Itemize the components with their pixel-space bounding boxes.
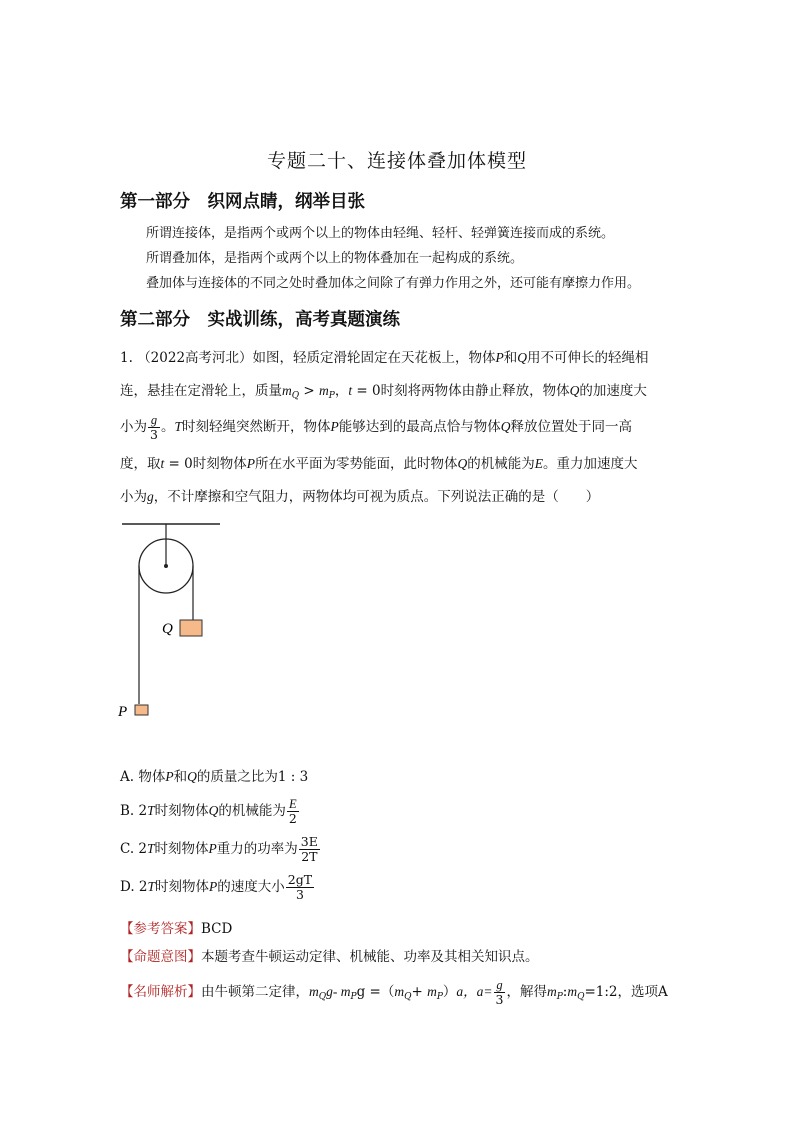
option-a[interactable]: A. 物体P和Q的质量之比为1 : 3 [120, 769, 309, 785]
question-line-5: 小为g，不计摩擦和空气阻力，两物体均可视为质点。下列说法正确的是（ ） [120, 489, 600, 505]
question-line-3: 小为 $\frac{g}{3}$ 。T时刻轻绳突然断开，物体P能够达到的最高点恰与物体Q释放位置处于同一高 [120, 413, 632, 442]
pulley-axle [164, 564, 168, 568]
paragraph-stacked-body: 所谓叠加体，是指两个或两个以上的物体叠加在一起构成的系统。 [146, 251, 524, 266]
paragraph-connected-body: 所谓连接体，是指两个或两个以上的物体由轻绳、轻杆、轻弹簧连接而成的系统。 [146, 226, 615, 241]
fraction-2gT-over-3: $\frac{2gT}{3}$ [287, 872, 313, 902]
pulley-diagram [110, 518, 240, 723]
fraction-E-over-2: $\frac{E}{2}$ [288, 797, 297, 826]
label-Q: Q [162, 621, 173, 637]
block-Q [180, 620, 202, 636]
question-line-4: 度，取t = 0时刻物体P所在水平面为零势能面，此时物体Q的机械能为E。重力加速度大 [120, 456, 638, 472]
fraction-g-over-3-answer: $\frac{g}{3}$ [495, 978, 504, 1007]
block-P [135, 705, 148, 715]
question-line-2: 连，悬挂在定滑轮上，质量$m_Q > m_P$，t = 0时刻将两物体由静止释放，物体Q的加速度大 [120, 383, 647, 401]
question-line-1: 1. （2022高考河北）如图，轻质定滑轮固定在天花板上，物体P和Q用不可伸长的轻绳相 [120, 350, 649, 366]
option-b[interactable]: B. 2T时刻物体Q的机械能为 $\frac{E}{2}$ [120, 797, 297, 826]
answer-analysis: 【名师解析】由牛顿第二定律，$m_Qg-$ $m_Pg =(m_Q+ m_P)a$，a= $\frac{g}{3}$ ，解得$m_P:m_Q=1:2$，选项A [120, 978, 668, 1007]
question-1 [120, 341, 680, 513]
label-P: P [118, 704, 128, 720]
fraction-3E-over-2T: $\frac{3E}{2T}$ [300, 834, 318, 864]
section-heading-part1: 第一部分 织网点睛，纲举目张 [120, 192, 365, 212]
section-heading-part2: 第二部分 实战训练，高考真题演练 [120, 310, 400, 330]
option-d[interactable]: D. 2T时刻物体P的速度大小 $\frac{2gT}{3}$ [120, 872, 313, 902]
page-title: 专题二十、连接体叠加体模型 [266, 150, 527, 172]
option-c[interactable]: C. 2T时刻物体P重力的功率为 $\frac{3E}{2T}$ [120, 834, 318, 864]
answer-reference: 【参考答案】BCD [120, 921, 233, 937]
answer-intent: 【命题意图】本题考查牛顿运动定律、机械能、功率及其相关知识点。 [120, 949, 539, 965]
paragraph-difference: 叠加体与连接体的不同之处时叠加体之间除了有弹力作用之外，还可能有摩擦力作用。 [146, 276, 641, 291]
fraction-g-over-3: $\frac{g}{3}$ [150, 413, 158, 442]
